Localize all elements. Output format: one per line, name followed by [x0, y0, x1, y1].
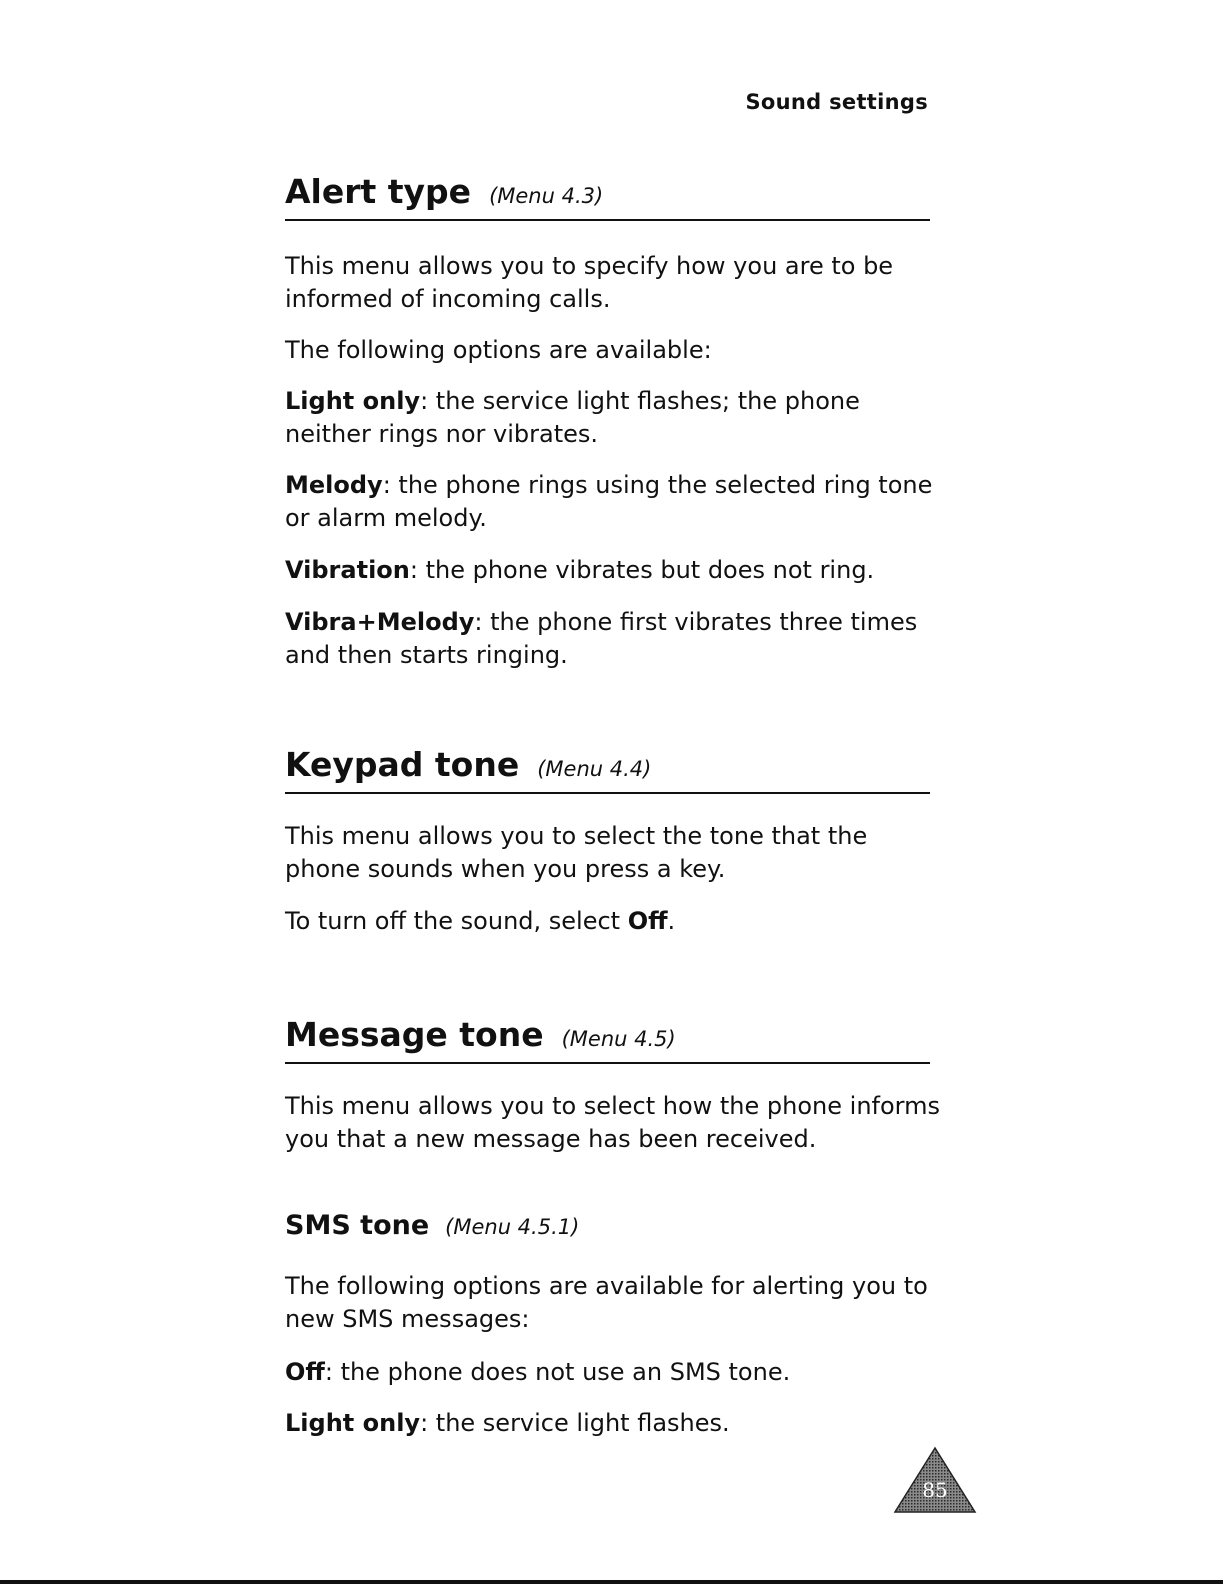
option-term: Off	[285, 1358, 325, 1386]
option-term: Vibra+Melody	[285, 608, 475, 636]
message-tone-heading	[285, 1015, 930, 1064]
option-light-only: Light only: the service light flashes; the phone neither rings nor vibrates.	[285, 387, 860, 448]
option-desc: the phone vibrates but does not ring.	[425, 556, 875, 584]
running-header: Sound settings	[745, 90, 928, 114]
sms-option-light-only: Light only: the service light flashes.	[285, 1409, 730, 1437]
section-title: Message tone	[285, 1015, 544, 1054]
message-tone-intro: This menu allows you to select how the phone informs you that a new message has been received.	[285, 1092, 940, 1153]
section-sms-tone	[285, 1210, 930, 1241]
page-number-badge	[893, 1446, 977, 1514]
option-desc: the phone rings using the selected ring tone or alarm melody.	[285, 471, 933, 532]
option-term: Light only	[285, 1409, 421, 1437]
option-melody: Melody: the phone rings using the selected ring tone or alarm melody.	[285, 471, 933, 532]
menu-reference: (Menu 4.3)	[489, 184, 604, 208]
section-keypad-tone	[285, 745, 930, 794]
sms-tone-intro: The following options are available for alerting you to new SMS messages:	[285, 1272, 928, 1333]
menu-reference: (Menu 4.5.1)	[445, 1215, 580, 1239]
option-vibra-melody: Vibra+Melody: the phone first vibrates three times and then starts ringing.	[285, 608, 918, 669]
section-title: Alert type	[285, 172, 472, 211]
option-vibration: Vibration: the phone vibrates but does not ring.	[285, 556, 875, 584]
subsection-title: SMS tone	[285, 1210, 430, 1241]
menu-reference: (Menu 4.5)	[561, 1027, 676, 1051]
off-term: Off	[627, 907, 668, 935]
keypad-tone-intro: This menu allows you to select the tone that the phone sounds when you press a key.	[285, 822, 868, 883]
sms-option-off: Off: the phone does not use an SMS tone.	[285, 1358, 791, 1386]
option-desc: the service light flashes; the phone neither rings nor vibrates.	[285, 387, 860, 448]
option-term: Light only	[285, 387, 421, 415]
option-desc: the phone first vibrates three times and then starts ringing.	[285, 608, 918, 669]
bottom-rule	[0, 1580, 1223, 1584]
sms-tone-heading	[285, 1210, 930, 1241]
section-title: Keypad tone	[285, 745, 520, 784]
section-alert-type	[285, 172, 930, 221]
keypad-tone-heading	[285, 745, 930, 794]
keypad-tone-off: To turn off the sound, select Off.	[285, 907, 676, 935]
option-desc: the phone does not use an SMS tone.	[340, 1358, 791, 1386]
page-number: 85	[922, 1478, 948, 1502]
menu-reference: (Menu 4.4)	[537, 757, 652, 781]
alert-type-options-intro: The following options are available:	[285, 336, 712, 364]
option-desc: the service light flashes.	[435, 1409, 730, 1437]
alert-type-intro: This menu allows you to specify how you are to be informed of incoming calls.	[285, 252, 894, 313]
option-term: Vibration	[285, 556, 410, 584]
alert-type-heading	[285, 172, 930, 221]
option-term: Melody	[285, 471, 383, 499]
section-message-tone	[285, 1015, 930, 1064]
